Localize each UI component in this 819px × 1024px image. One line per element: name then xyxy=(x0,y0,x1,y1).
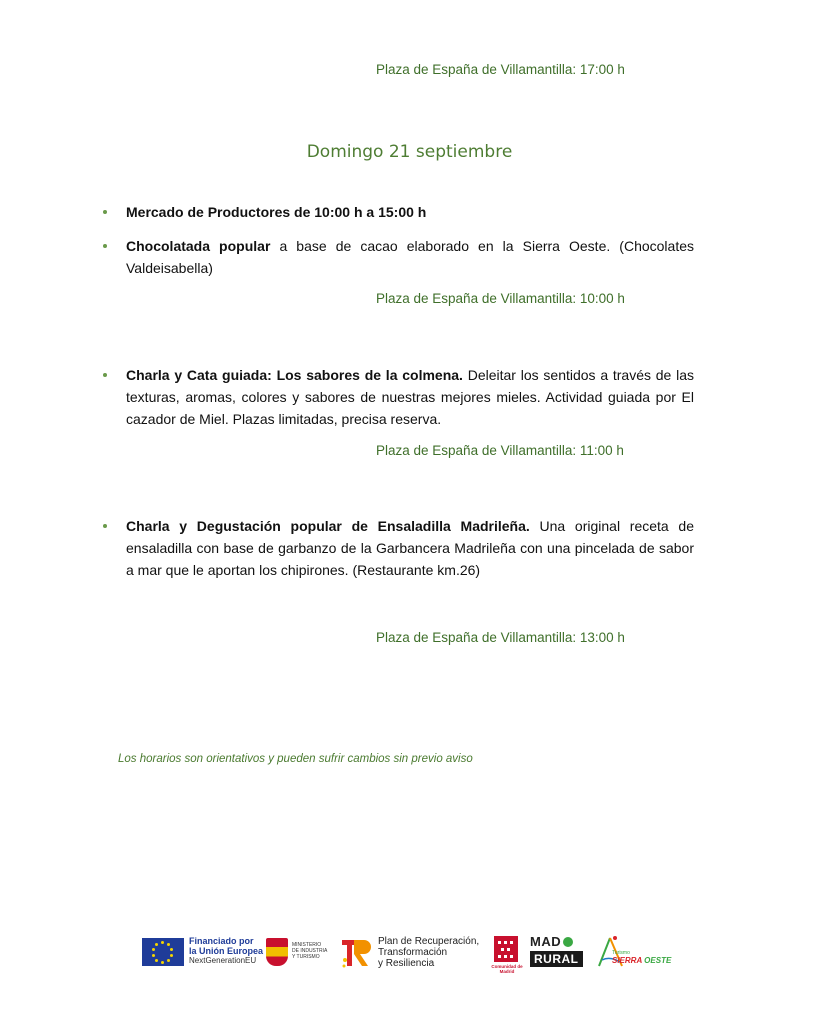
madrural-top: MAD xyxy=(530,934,562,949)
item-place: Plaza de España de Villamantilla: 11:00 h xyxy=(376,443,624,458)
disclaimer-note: Los horarios son orientativos y pueden sufrir cambios sin previo aviso xyxy=(118,753,473,765)
sierra-small: Turismo xyxy=(612,950,630,956)
header-place: Plaza de España de Villamantilla: 17:00 h xyxy=(376,62,625,77)
bullet-icon xyxy=(103,210,107,214)
prtr-line-3: y Resiliencia xyxy=(378,958,435,969)
item-title: Mercado de Productores de 10:00 h a 15:00 h xyxy=(126,204,427,220)
list-item xyxy=(126,515,694,581)
bullet-icon xyxy=(103,373,107,377)
sierra-big-a: SIERRA xyxy=(612,956,642,965)
eu-funding-text xyxy=(189,936,263,966)
item-title: Charla y Cata guiada: Los sabores de la colmena. xyxy=(126,367,463,383)
item-place: Plaza de España de Villamantilla: 13:00 h xyxy=(376,630,625,645)
list-item xyxy=(126,201,694,223)
list-item xyxy=(126,364,694,430)
prtr-text xyxy=(378,936,479,969)
madrural-bottom: RURAL xyxy=(530,951,583,967)
bullet-icon xyxy=(103,244,107,248)
madrid-text: Comunidad de Madrid xyxy=(491,964,523,974)
item-body: a base de cacao elaborado en la Sierra Oeste. (Chocolates Valdeisabella) xyxy=(126,238,695,276)
ministry-text: MINISTERIO DE INDUSTRIA Y TURISMO xyxy=(292,942,328,960)
spain-shield-icon xyxy=(266,938,288,966)
eu-line-1: Financiado por xyxy=(189,936,254,946)
footer-logos xyxy=(0,928,819,978)
prtr-line-1: Plan de Recuperación, xyxy=(378,936,480,947)
item-body: Deleitar los sentidos a través de las texturas, aromas, colores y sabores de nuestras mejores mieles. Actividad guiada por El cazador de Miel. Plazas limitadas, precisa reserva. xyxy=(126,367,695,427)
madrid-flag-icon xyxy=(494,936,518,962)
list-item xyxy=(126,235,694,279)
eu-line-2: la Unión Europea xyxy=(189,946,264,956)
item-title: Chocolatada popular xyxy=(126,238,271,254)
eu-line-3: NextGenerationEU xyxy=(189,956,257,965)
green-dot-icon xyxy=(563,937,573,947)
sierra-oeste-text xyxy=(612,950,671,965)
prtr-line-2: Transformación xyxy=(378,947,448,958)
day-title: Domingo 21 septiembre xyxy=(306,142,513,162)
eu-flag-icon xyxy=(142,938,184,966)
prtr-logo-icon xyxy=(340,936,374,970)
item-place: Plaza de España de Villamantilla: 10:00 h xyxy=(376,291,625,306)
item-title: Charla y Degustación popular de Ensaladilla Madrileña. xyxy=(126,518,530,534)
madrural-logo xyxy=(530,934,588,968)
item-body: Una original receta de ensaladilla con base de garbanzo de la Garbancera Madrileña con una pincelada de sabor a mar que le aportan los chipirones. (Restaurante km.26) xyxy=(126,518,694,578)
sierra-big-b: OESTE xyxy=(644,956,672,965)
bullet-icon xyxy=(103,524,107,528)
